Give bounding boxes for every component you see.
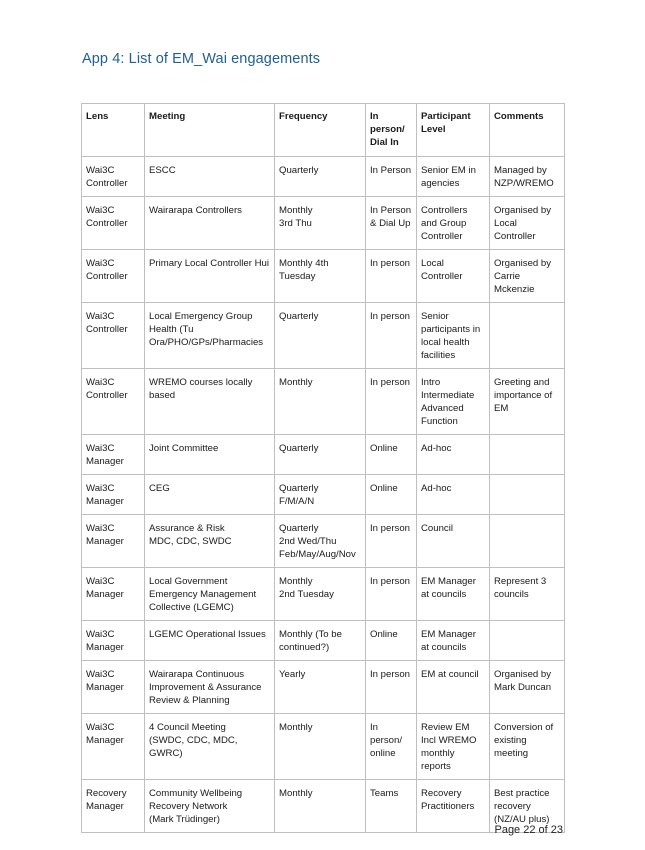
- cell-lens: Wai3C Controller: [82, 369, 145, 435]
- cell-frequency: Monthly: [275, 714, 366, 780]
- table-row: [82, 250, 565, 303]
- cell-in-person: In person/ online: [366, 714, 417, 780]
- cell-frequency: Monthly 3rd Thu: [275, 197, 366, 250]
- table-row: [82, 568, 565, 621]
- cell-lens: Wai3C Controller: [82, 157, 145, 197]
- cell-lens: Wai3C Controller: [82, 303, 145, 369]
- cell-in-person: In person: [366, 250, 417, 303]
- cell-comments: [490, 435, 565, 475]
- cell-in-person: Teams: [366, 780, 417, 833]
- table-row: [82, 780, 565, 833]
- cell-comments: Managed by NZP/WREMO: [490, 157, 565, 197]
- cell-comments: Organised by Carrie Mckenzie: [490, 250, 565, 303]
- table-row: [82, 475, 565, 515]
- cell-meeting: Local Government Emergency Management Collective (LGEMC): [145, 568, 275, 621]
- cell-comments: Organised by Local Controller: [490, 197, 565, 250]
- header-participant-level: Participant Level: [417, 104, 490, 157]
- page-title: App 4: List of EM_Wai engagements: [82, 51, 321, 67]
- cell-lens: Wai3C Manager: [82, 475, 145, 515]
- cell-in-person: In Person: [366, 157, 417, 197]
- cell-lens: Wai3C Manager: [82, 435, 145, 475]
- header-comments: Comments: [490, 104, 565, 157]
- table-row: [82, 714, 565, 780]
- cell-in-person: Online: [366, 435, 417, 475]
- cell-participant-level: EM Manager at councils: [417, 568, 490, 621]
- header-in-person: In person/ Dial In: [366, 104, 417, 157]
- table-row: [82, 303, 565, 369]
- header-frequency: Frequency: [275, 104, 366, 157]
- table-row: [82, 157, 565, 197]
- cell-frequency: Monthly 2nd Tuesday: [275, 568, 366, 621]
- cell-in-person: In Person & Dial Up: [366, 197, 417, 250]
- table-row: [82, 621, 565, 661]
- cell-meeting: ESCC: [145, 157, 275, 197]
- cell-in-person: In person: [366, 568, 417, 621]
- cell-meeting: Wairarapa Continuous Improvement & Assurance Review & Planning: [145, 661, 275, 714]
- cell-participant-level: Council: [417, 515, 490, 568]
- cell-lens: Wai3C Manager: [82, 621, 145, 661]
- cell-comments: [490, 475, 565, 515]
- cell-meeting: WREMO courses locally based: [145, 369, 275, 435]
- cell-comments: Greeting and importance of EM: [490, 369, 565, 435]
- cell-frequency: Quarterly: [275, 435, 366, 475]
- cell-comments: Best practice recovery (NZ/AU plus): [490, 780, 565, 833]
- cell-comments: [490, 303, 565, 369]
- cell-participant-level: EM Manager at councils: [417, 621, 490, 661]
- cell-meeting: Joint Committee: [145, 435, 275, 475]
- cell-frequency: Monthly: [275, 780, 366, 833]
- table-body: [82, 157, 565, 833]
- cell-participant-level: Ad-hoc: [417, 475, 490, 515]
- cell-in-person: In person: [366, 303, 417, 369]
- table-row: [82, 197, 565, 250]
- cell-meeting: CEG: [145, 475, 275, 515]
- cell-meeting: LGEMC Operational Issues: [145, 621, 275, 661]
- cell-participant-level: Senior EM in agencies: [417, 157, 490, 197]
- cell-meeting: Community Wellbeing Recovery Network (Mark Trüdinger): [145, 780, 275, 833]
- header-lens: Lens: [82, 104, 145, 157]
- cell-participant-level: Intro Intermediate Advanced Function: [417, 369, 490, 435]
- cell-comments: Organised by Mark Duncan: [490, 661, 565, 714]
- table-row: [82, 661, 565, 714]
- cell-lens: Wai3C Controller: [82, 197, 145, 250]
- cell-meeting: Local Emergency Group Health (Tu Ora/PHO/GPs/Pharmacies: [145, 303, 275, 369]
- cell-participant-level: Controllers and Group Controller: [417, 197, 490, 250]
- cell-lens: Wai3C Manager: [82, 714, 145, 780]
- cell-comments: [490, 621, 565, 661]
- cell-frequency: Monthly: [275, 369, 366, 435]
- cell-participant-level: EM at council: [417, 661, 490, 714]
- cell-meeting: Wairarapa Controllers: [145, 197, 275, 250]
- cell-frequency: Quarterly: [275, 303, 366, 369]
- cell-comments: Represent 3 councils: [490, 568, 565, 621]
- cell-lens: Wai3C Manager: [82, 661, 145, 714]
- cell-in-person: Online: [366, 475, 417, 515]
- cell-lens: Wai3C Manager: [82, 515, 145, 568]
- table-header: [82, 104, 565, 157]
- cell-frequency: Monthly 4th Tuesday: [275, 250, 366, 303]
- cell-frequency: Quarterly 2nd Wed/Thu Feb/May/Aug/Nov: [275, 515, 366, 568]
- cell-participant-level: Ad-hoc: [417, 435, 490, 475]
- cell-comments: [490, 515, 565, 568]
- cell-lens: Wai3C Manager: [82, 568, 145, 621]
- cell-participant-level: Senior participants in local health facilities: [417, 303, 490, 369]
- cell-lens: Wai3C Controller: [82, 250, 145, 303]
- page-number: Page 22 of 23: [494, 824, 563, 836]
- table-row: [82, 435, 565, 475]
- engagements-table: [81, 103, 565, 833]
- cell-participant-level: Review EM Incl WREMO monthly reports: [417, 714, 490, 780]
- cell-frequency: Quarterly F/M/A/N: [275, 475, 366, 515]
- cell-frequency: Monthly (To be continued?): [275, 621, 366, 661]
- cell-in-person: In person: [366, 515, 417, 568]
- cell-in-person: In person: [366, 369, 417, 435]
- cell-in-person: In person: [366, 661, 417, 714]
- table-row: [82, 515, 565, 568]
- cell-frequency: Quarterly: [275, 157, 366, 197]
- cell-in-person: Online: [366, 621, 417, 661]
- cell-lens: Recovery Manager: [82, 780, 145, 833]
- table-row: [82, 369, 565, 435]
- cell-comments: Conversion of existing meeting: [490, 714, 565, 780]
- cell-meeting: Assurance & Risk MDC, CDC, SWDC: [145, 515, 275, 568]
- header-meeting: Meeting: [145, 104, 275, 157]
- cell-frequency: Yearly: [275, 661, 366, 714]
- header-row: [82, 104, 565, 157]
- cell-participant-level: Local Controller: [417, 250, 490, 303]
- cell-meeting: Primary Local Controller Hui: [145, 250, 275, 303]
- cell-meeting: 4 Council Meeting (SWDC, CDC, MDC, GWRC): [145, 714, 275, 780]
- cell-participant-level: Recovery Practitioners: [417, 780, 490, 833]
